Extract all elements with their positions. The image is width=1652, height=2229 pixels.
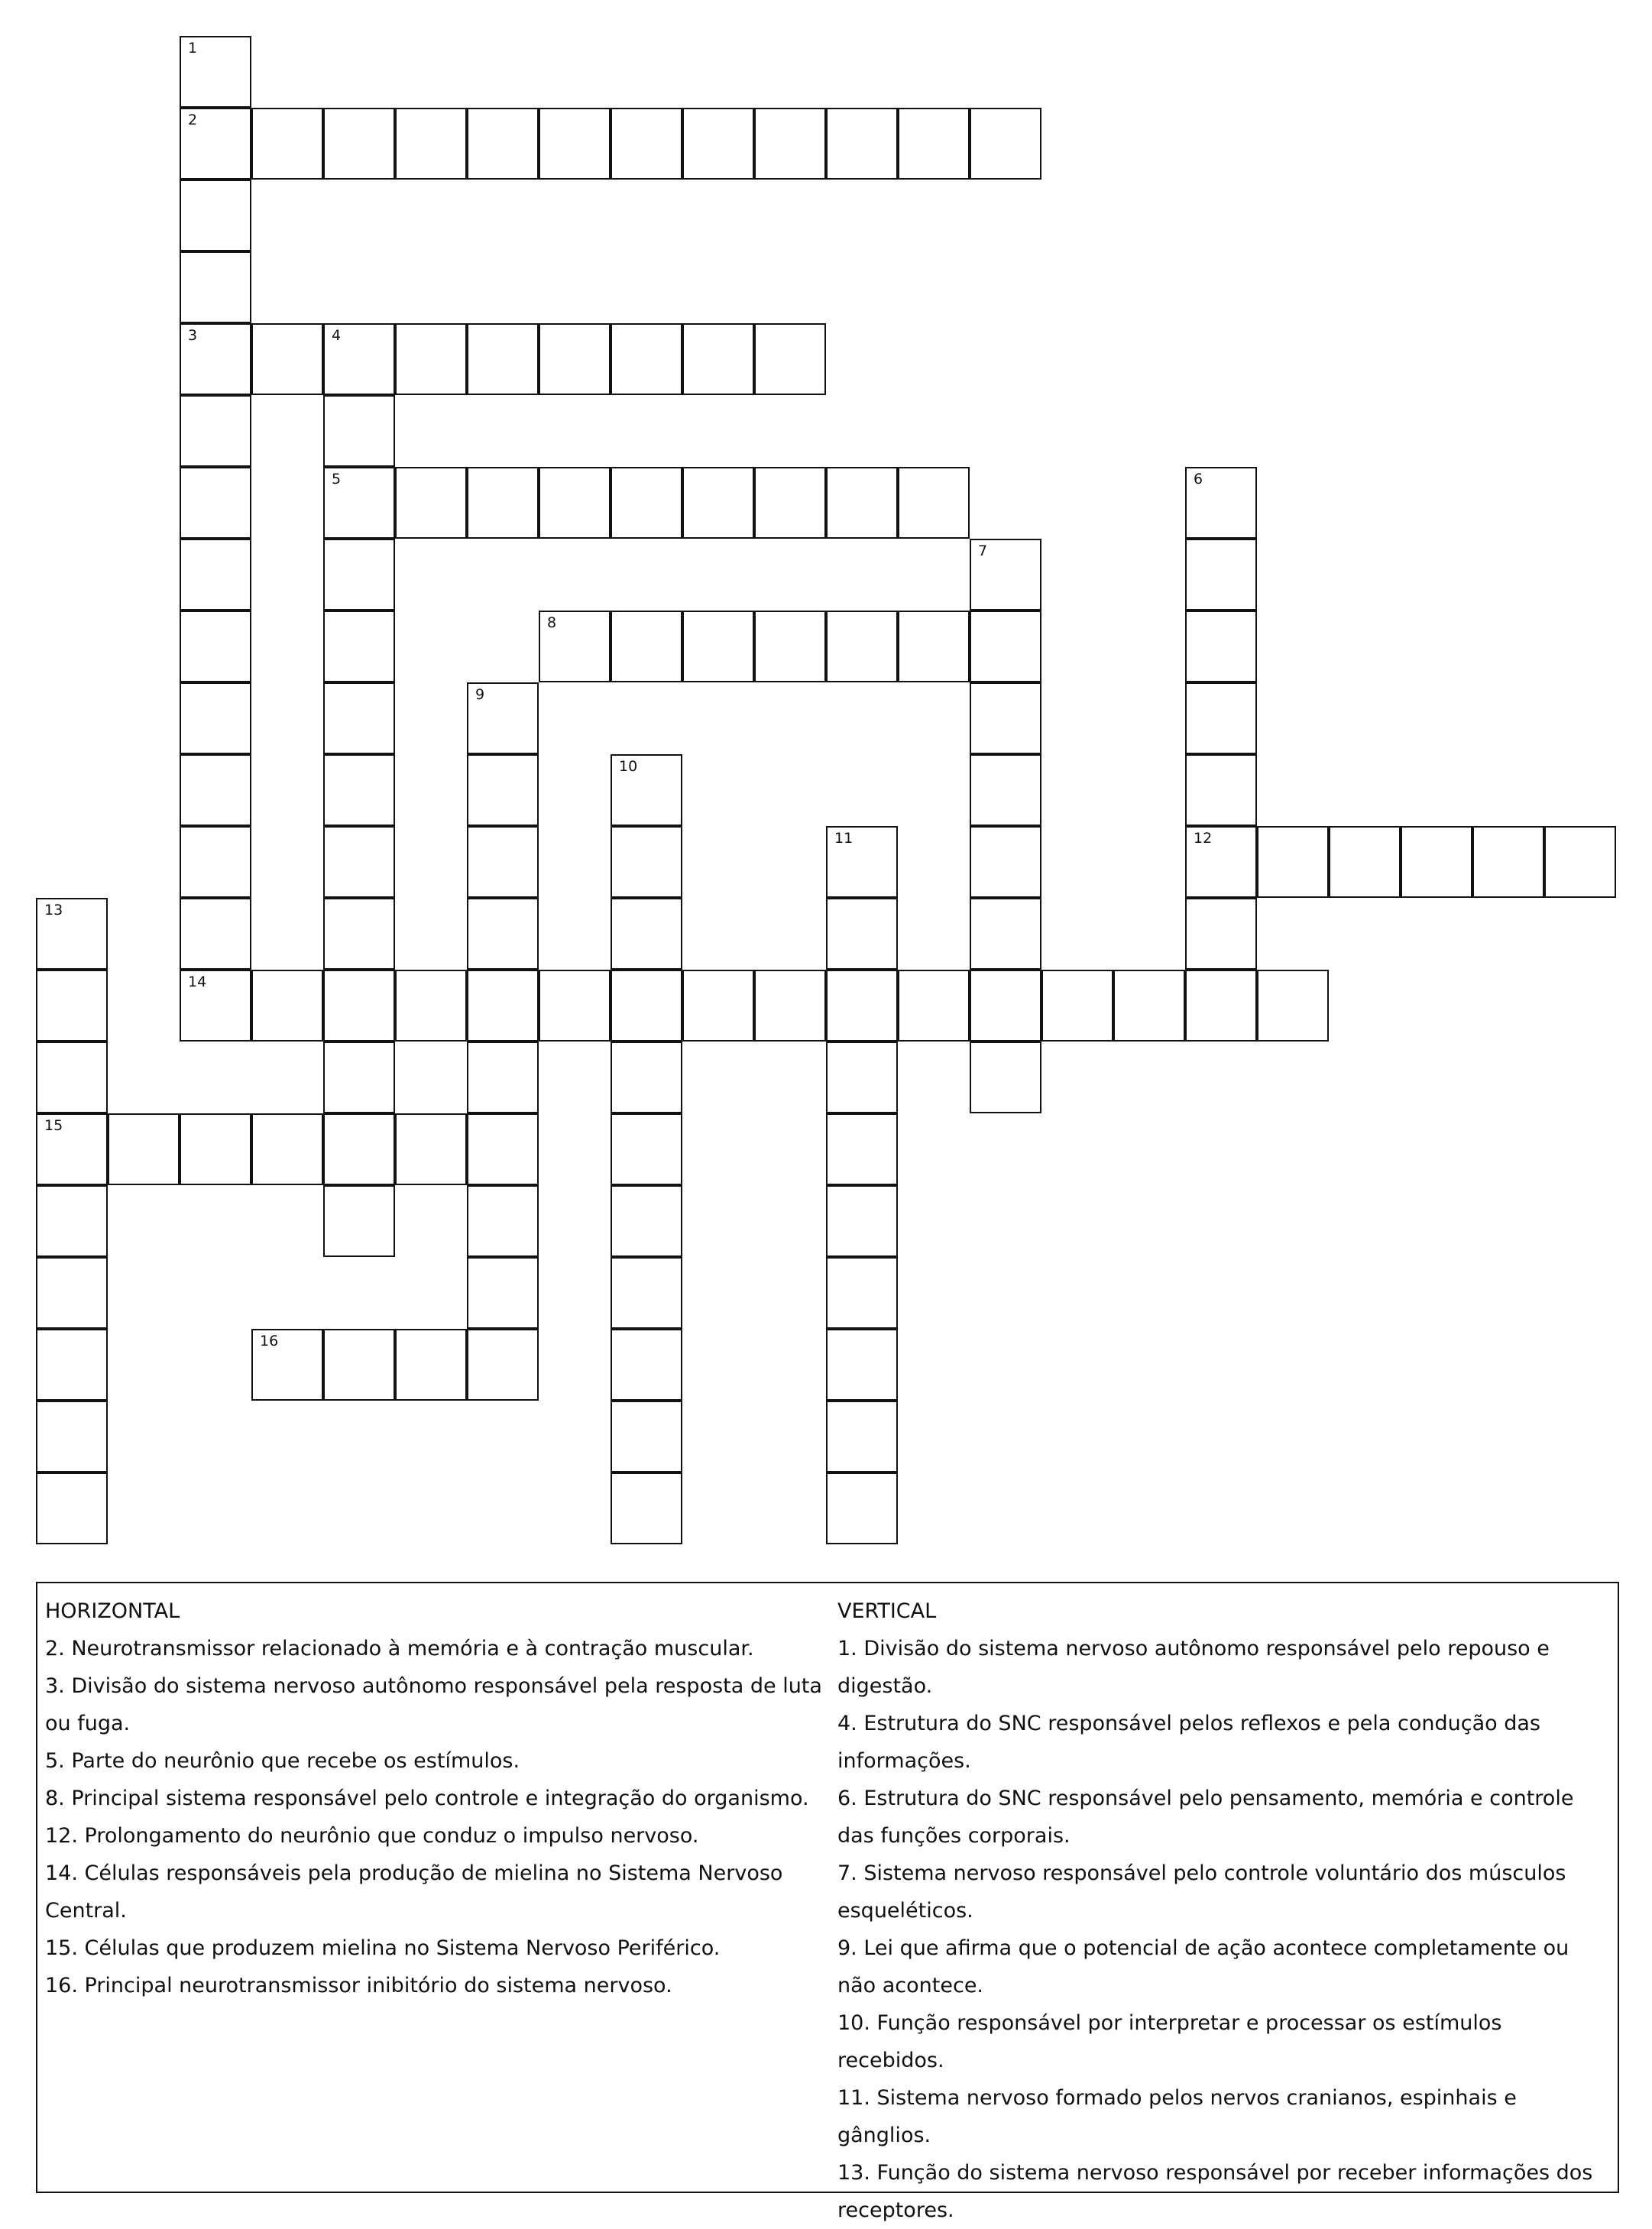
vertical-clues	[837, 1592, 1609, 2229]
crossword-cell[interactable]	[539, 108, 611, 180]
crossword-cell[interactable]	[611, 611, 682, 682]
crossword-cell[interactable]	[1185, 754, 1257, 826]
crossword-cell[interactable]	[251, 1113, 323, 1185]
crossword-cell[interactable]	[539, 970, 611, 1042]
crossword-cell[interactable]	[611, 826, 682, 898]
crossword-cell[interactable]	[1329, 826, 1401, 898]
crossword-cell[interactable]	[395, 108, 467, 180]
crossword-cell[interactable]	[180, 108, 251, 180]
crossword-cell[interactable]	[1185, 826, 1257, 898]
crossword-cell[interactable]	[1257, 970, 1329, 1042]
crossword-cell[interactable]	[826, 1257, 898, 1329]
clue-h3: 3. Divisão do sistema nervoso autônomo responsável pela resposta de luta ou fuga.	[45, 1674, 822, 1735]
crossword-cell[interactable]	[467, 754, 539, 826]
crossword-cell[interactable]	[251, 323, 323, 395]
crossword-cell[interactable]	[826, 108, 898, 180]
crossword-cell[interactable]	[323, 1329, 395, 1401]
crossword-cell[interactable]	[180, 826, 251, 898]
crossword-cell[interactable]	[1113, 970, 1185, 1042]
crossword-cell[interactable]	[251, 970, 323, 1042]
crossword-cell[interactable]	[611, 754, 682, 826]
crossword-cell[interactable]	[467, 467, 539, 539]
crossword-cell[interactable]	[970, 682, 1041, 754]
crossword-cell[interactable]	[826, 611, 898, 682]
crossword-cell[interactable]	[826, 1473, 898, 1544]
crossword-cell[interactable]	[180, 251, 251, 323]
crossword-cell[interactable]	[826, 467, 898, 539]
crossword-cell[interactable]	[611, 323, 682, 395]
crossword-cell[interactable]	[1401, 826, 1472, 898]
clue-number: 11	[834, 830, 854, 847]
clue-number: 6	[1194, 471, 1203, 488]
crossword-cell[interactable]	[36, 1257, 108, 1329]
vertical-heading: VERTICAL	[837, 1599, 937, 1623]
crossword-cell[interactable]	[467, 108, 539, 180]
crossword-cell[interactable]	[539, 467, 611, 539]
crossword-cell[interactable]	[180, 682, 251, 754]
crossword-cell[interactable]	[970, 108, 1041, 180]
clue-h16: 16. Principal neurotransmissor inibitório do sistema nervoso.	[45, 1974, 672, 1997]
crossword-cell[interactable]	[682, 323, 754, 395]
crossword-cell[interactable]	[395, 467, 467, 539]
crossword-cell[interactable]	[1185, 539, 1257, 611]
crossword-cell[interactable]	[36, 1401, 108, 1473]
crossword-cell[interactable]	[1185, 970, 1257, 1042]
crossword-cell[interactable]	[970, 539, 1041, 611]
crossword-cell[interactable]	[323, 682, 395, 754]
crossword-cell[interactable]	[826, 1113, 898, 1185]
crossword-cell[interactable]	[970, 611, 1041, 682]
crossword-cell[interactable]	[467, 898, 539, 970]
crossword-cell[interactable]	[323, 1113, 395, 1185]
crossword-cell[interactable]	[323, 898, 395, 970]
crossword-cell[interactable]	[826, 826, 898, 898]
crossword-cell[interactable]	[323, 395, 395, 467]
clue-h2: 2. Neurotransmissor relacionado à memória e à contração muscular.	[45, 1637, 754, 1660]
crossword-cell[interactable]	[1544, 826, 1616, 898]
crossword-cell[interactable]	[180, 1113, 251, 1185]
clue-number: 14	[188, 974, 207, 990]
crossword-cell[interactable]	[754, 108, 826, 180]
crossword-cell[interactable]	[611, 898, 682, 970]
crossword-cell[interactable]	[754, 467, 826, 539]
crossword-cell[interactable]	[970, 754, 1041, 826]
crossword-cell[interactable]	[180, 754, 251, 826]
crossword-cell[interactable]	[826, 1042, 898, 1113]
crossword-cell[interactable]	[467, 1329, 539, 1401]
crossword-cell[interactable]	[395, 1113, 467, 1185]
clue-number: 16	[260, 1333, 279, 1349]
crossword-cell[interactable]	[682, 467, 754, 539]
crossword-cell[interactable]	[467, 826, 539, 898]
crossword-cell[interactable]	[180, 395, 251, 467]
crossword-cell[interactable]	[36, 970, 108, 1042]
crossword-cell[interactable]	[36, 1473, 108, 1544]
clue-v1: 1. Divisão do sistema nervoso autônomo responsável pelo repouso e digestão.	[837, 1637, 1550, 1698]
clues-box	[36, 1582, 1619, 2222]
crossword-cell[interactable]	[754, 970, 826, 1042]
crossword-cell[interactable]	[611, 1113, 682, 1185]
crossword-cell[interactable]	[180, 467, 251, 539]
clue-number: 7	[978, 543, 988, 559]
crossword-cell[interactable]	[970, 826, 1041, 898]
crossword-cell[interactable]	[36, 1113, 108, 1185]
clue-h15: 15. Células que produzem mielina no Sistema Nervoso Periférico.	[45, 1936, 721, 1960]
crossword-cell[interactable]	[1472, 826, 1544, 898]
crossword-cell[interactable]	[970, 898, 1041, 970]
clue-number: 15	[44, 1117, 63, 1134]
clue-v13: 13. Função do sistema nervoso responsável por receber informações dos receptores.	[837, 2161, 1593, 2222]
crossword-cell[interactable]	[323, 611, 395, 682]
crossword-cell[interactable]	[180, 180, 251, 251]
crossword-cell[interactable]	[467, 1257, 539, 1329]
crossword-cell[interactable]	[970, 1042, 1041, 1113]
crossword-cell[interactable]	[611, 1185, 682, 1257]
crossword-cell[interactable]	[180, 970, 251, 1042]
clue-number: 12	[1194, 830, 1213, 847]
clue-v6: 6. Estrutura do SNC responsável pelo pensamento, memória e controle das funções corporais.	[837, 1787, 1574, 1848]
crossword-cell[interactable]	[251, 108, 323, 180]
crossword-cell[interactable]	[323, 467, 395, 539]
crossword-cell[interactable]	[36, 1329, 108, 1401]
crossword-cell[interactable]	[36, 1185, 108, 1257]
crossword-cell[interactable]	[395, 970, 467, 1042]
crossword-cell[interactable]	[826, 1401, 898, 1473]
crossword-cell[interactable]	[826, 1185, 898, 1257]
clue-number: 3	[188, 327, 198, 344]
crossword-cell[interactable]	[539, 323, 611, 395]
crossword-cell[interactable]	[467, 682, 539, 754]
crossword-cell[interactable]	[1185, 898, 1257, 970]
clue-number: 5	[332, 471, 342, 488]
crossword-cell[interactable]	[180, 539, 251, 611]
crossword-cell[interactable]	[323, 539, 395, 611]
crossword-cell[interactable]	[611, 1042, 682, 1113]
crossword-cell[interactable]	[682, 970, 754, 1042]
crossword-cell[interactable]	[323, 754, 395, 826]
clue-v10: 10. Função responsável por interpretar e processar os estímulos recebidos.	[837, 2011, 1502, 2072]
crossword-cell[interactable]	[180, 611, 251, 682]
crossword-cell[interactable]	[1041, 970, 1113, 1042]
clue-h14: 14. Células responsáveis pela produção de mielina no Sistema Nervoso Central.	[45, 1861, 783, 1923]
clue-v7: 7. Sistema nervoso responsável pelo controle voluntário dos músculos esqueléticos.	[837, 1861, 1566, 1923]
crossword-cell[interactable]	[467, 1185, 539, 1257]
crossword-cell[interactable]	[611, 1257, 682, 1329]
crossword-cell[interactable]	[754, 611, 826, 682]
clue-h12: 12. Prolongamento do neurônio que conduz o impulso nervoso.	[45, 1824, 699, 1848]
crossword-cell[interactable]	[395, 1329, 467, 1401]
crossword-cell[interactable]	[180, 898, 251, 970]
crossword-cell[interactable]	[1185, 467, 1257, 539]
crossword-cell[interactable]	[251, 1329, 323, 1401]
crossword-cell[interactable]	[1185, 682, 1257, 754]
crossword-cell[interactable]	[611, 1473, 682, 1544]
clue-number: 2	[188, 112, 198, 128]
crossword-cell[interactable]	[898, 970, 970, 1042]
clue-number: 9	[475, 686, 485, 703]
horizontal-heading: HORIZONTAL	[45, 1599, 180, 1623]
crossword-cell[interactable]	[611, 1401, 682, 1473]
crossword-cell[interactable]	[180, 323, 251, 395]
crossword-cell[interactable]	[826, 1329, 898, 1401]
horizontal-clues	[45, 1592, 832, 2004]
crossword-cell[interactable]	[323, 1042, 395, 1113]
clue-number: 13	[44, 902, 63, 918]
crossword-cell[interactable]	[467, 1042, 539, 1113]
crossword-cell[interactable]	[323, 1185, 395, 1257]
crossword-cell[interactable]	[467, 1113, 539, 1185]
crossword-cell[interactable]	[611, 108, 682, 180]
crossword-cell[interactable]	[36, 1042, 108, 1113]
crossword-cell[interactable]	[467, 323, 539, 395]
clue-v11: 11. Sistema nervoso formado pelos nervos cranianos, espinhais e gânglios.	[837, 2086, 1517, 2147]
crossword-cell[interactable]	[323, 970, 395, 1042]
crossword-cell[interactable]	[682, 108, 754, 180]
crossword-cell[interactable]	[108, 1113, 180, 1185]
crossword-cell[interactable]	[826, 970, 898, 1042]
crossword-cell[interactable]	[539, 611, 611, 682]
crossword-cell[interactable]	[36, 898, 108, 970]
crossword-cell[interactable]	[970, 970, 1041, 1042]
crossword-cell[interactable]	[611, 467, 682, 539]
crossword-cell[interactable]	[754, 323, 826, 395]
clue-v4: 4. Estrutura do SNC responsável pelos reflexos e pela condução das informações.	[837, 1712, 1540, 1773]
crossword-cell[interactable]	[898, 108, 970, 180]
crossword-cell[interactable]	[323, 826, 395, 898]
crossword-cell[interactable]	[611, 1329, 682, 1401]
crossword-cell[interactable]	[180, 36, 251, 108]
crossword-cell[interactable]	[1185, 611, 1257, 682]
clue-number: 1	[188, 40, 198, 57]
crossword-cell[interactable]	[682, 611, 754, 682]
clue-h5: 5. Parte do neurônio que recebe os estímulos.	[45, 1749, 520, 1773]
crossword-cell[interactable]	[323, 323, 395, 395]
crossword-cell[interactable]	[898, 611, 970, 682]
clue-v9: 9. Lei que afirma que o potencial de ação acontece completamente ou não acontece.	[837, 1936, 1569, 1997]
crossword-cell[interactable]	[611, 970, 682, 1042]
crossword-cell[interactable]	[395, 323, 467, 395]
clue-number: 4	[332, 327, 342, 344]
clue-h8: 8. Principal sistema responsável pelo controle e integração do organismo.	[45, 1787, 809, 1810]
crossword-cell[interactable]	[826, 898, 898, 970]
crossword-cell[interactable]	[323, 108, 395, 180]
crossword-cell[interactable]	[898, 467, 970, 539]
clue-number: 8	[547, 614, 557, 631]
crossword-cell[interactable]	[1257, 826, 1329, 898]
crossword-cell[interactable]	[467, 970, 539, 1042]
clue-number: 10	[619, 758, 638, 775]
